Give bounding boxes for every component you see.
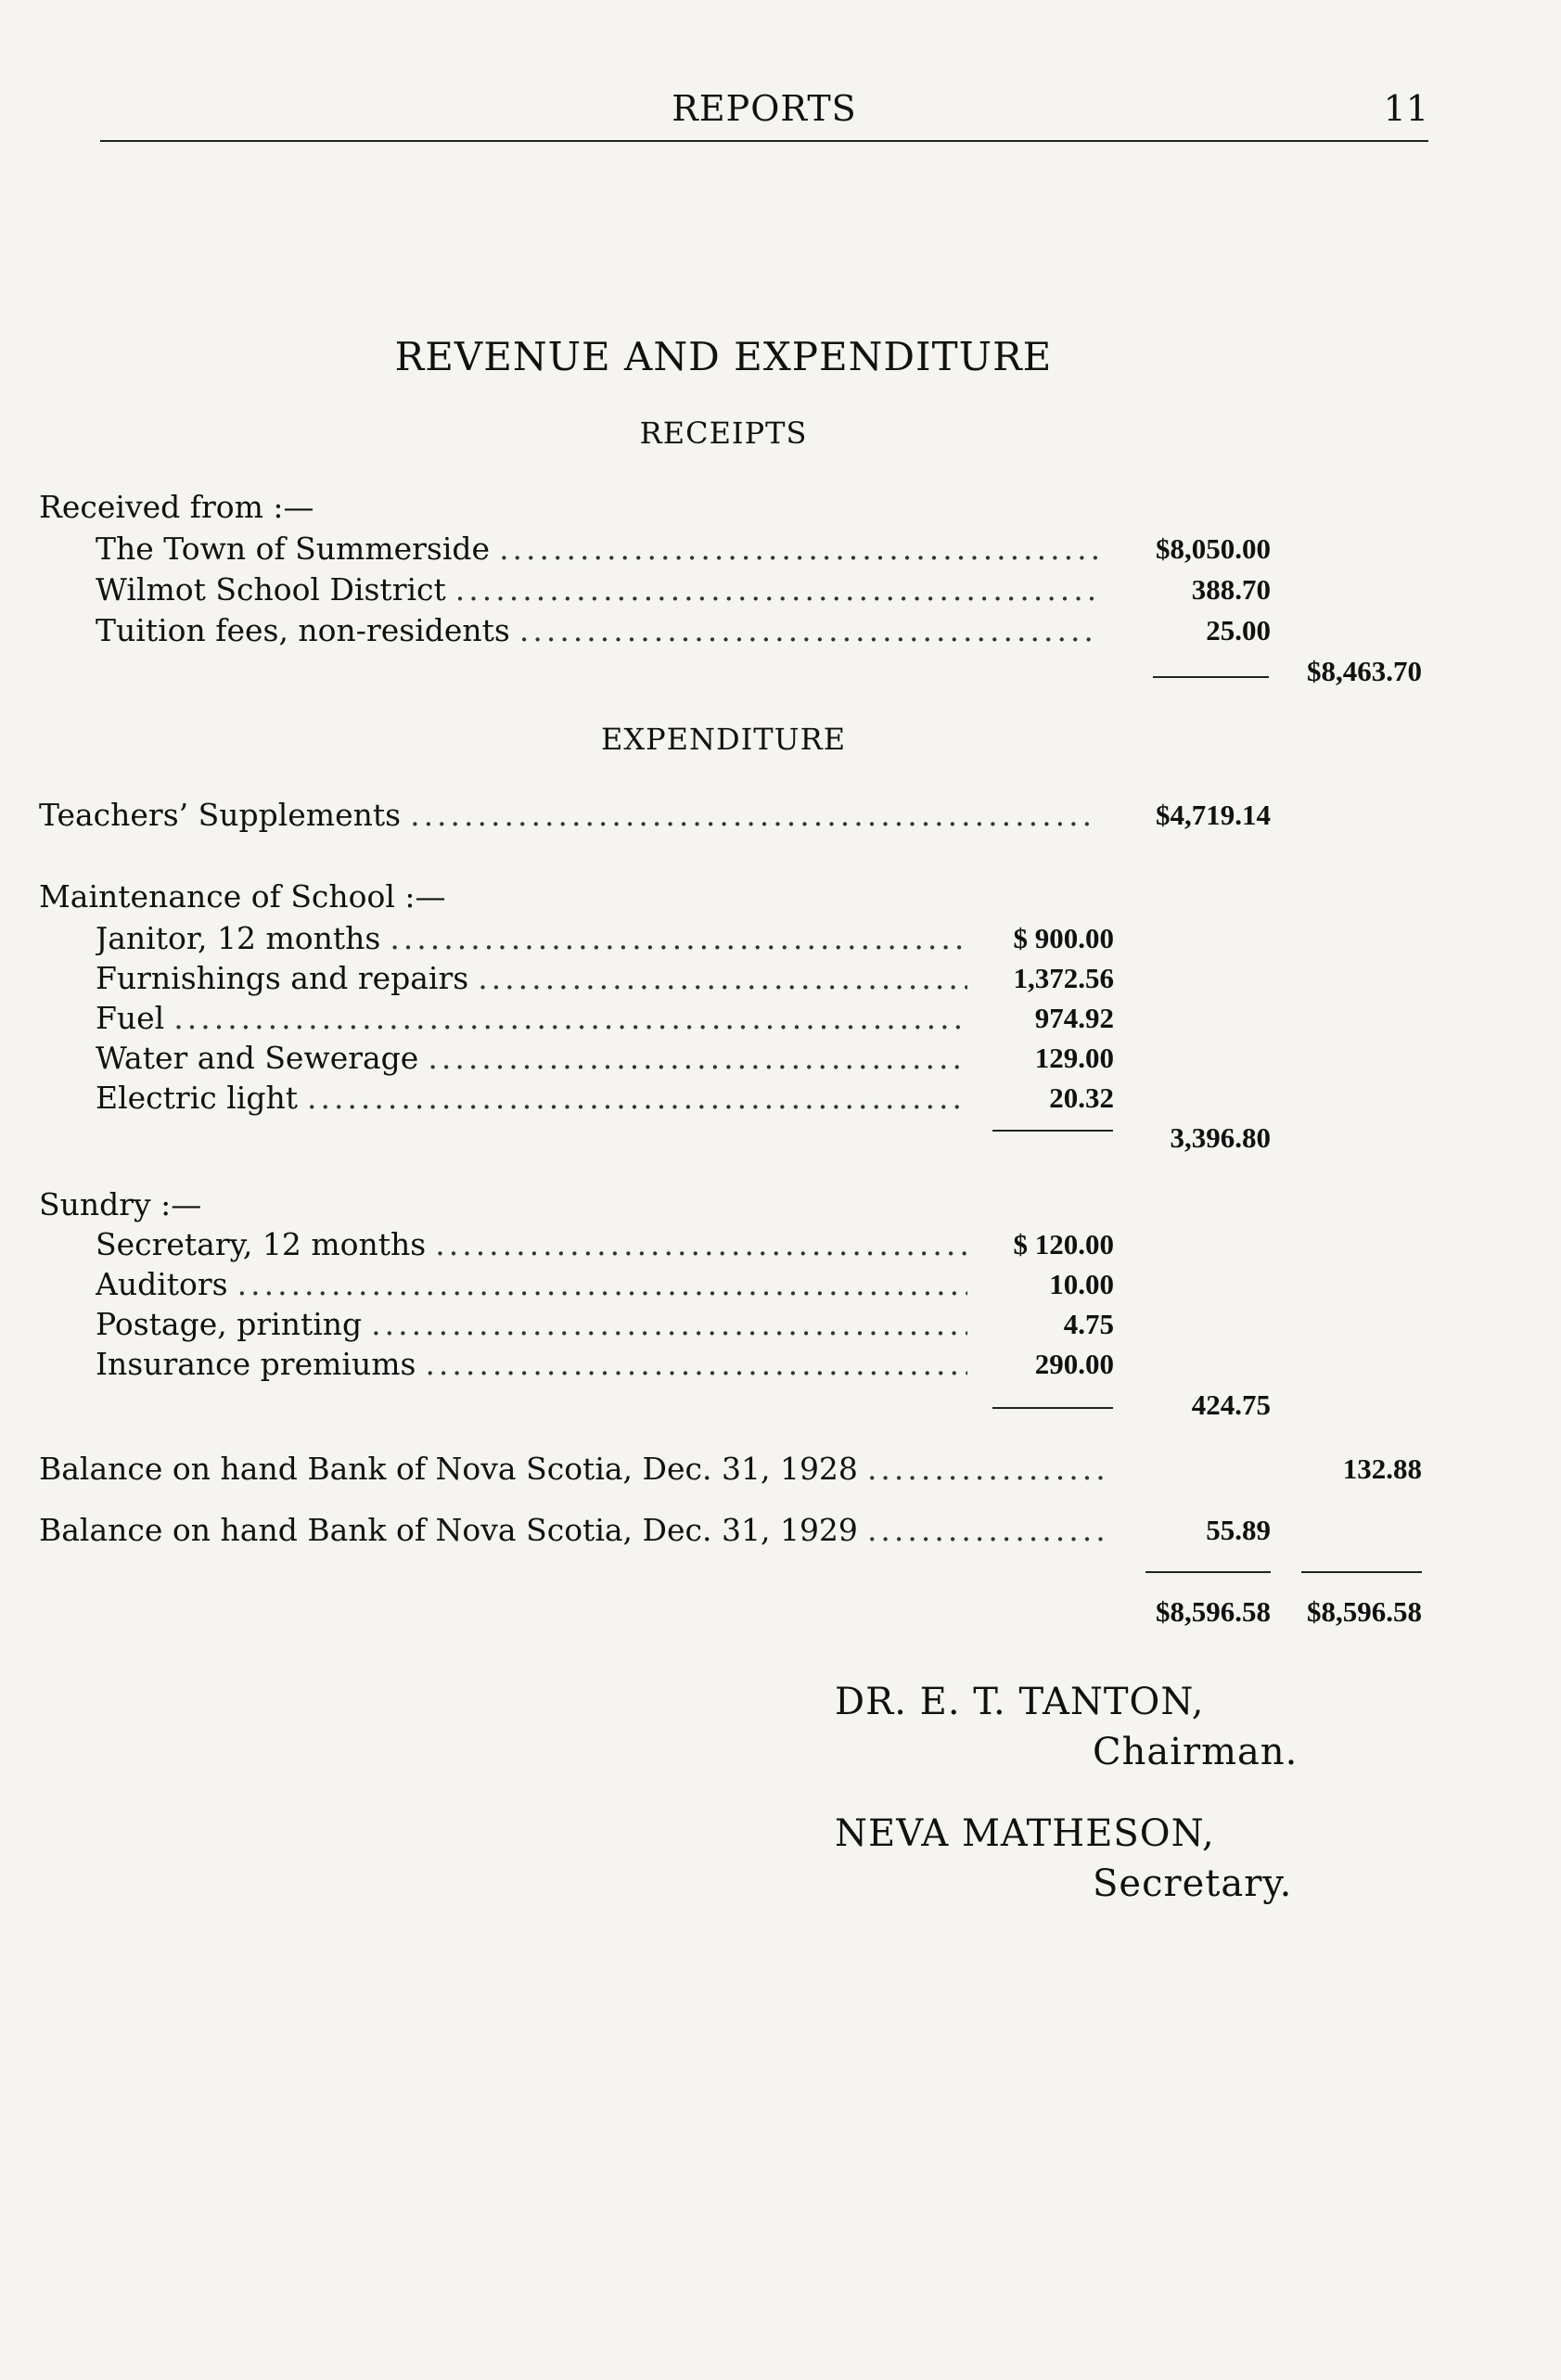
page-number: 11 [1383, 88, 1428, 129]
maintenance-row [0, 1038, 1561, 1079]
signature-name: NEVA MATHESON, [835, 1812, 1215, 1855]
sundry-label: Secretary, 12 months [96, 1226, 427, 1262]
expenditure-grand-total: $8,596.58 [1156, 1595, 1271, 1628]
maintenance-row [0, 1078, 1561, 1119]
receipt-row [0, 569, 1561, 610]
section-heading: REVENUE AND EXPENDITURE [394, 334, 1053, 379]
receipts-heading: RECEIPTS [639, 416, 808, 451]
receipt-amount: $8,050.00 [1156, 532, 1271, 565]
sundry-amount: $ 120.00 [1013, 1228, 1114, 1260]
receipts-grand-total: $8,596.58 [1307, 1595, 1422, 1628]
expenditure-label: Teachers’ Supplements [39, 797, 402, 833]
expenditure-heading: EXPENDITURE [600, 722, 847, 757]
running-title: REPORTS [672, 88, 857, 129]
running-header [100, 88, 1428, 142]
balance-label: Balance on hand Bank of Nova Scotia, Dec. 31, 1929 [39, 1512, 858, 1548]
expenditure-amount: $4,719.14 [1156, 799, 1271, 831]
sundry-amount: 4.75 [1063, 1308, 1114, 1340]
maintenance-amount: 20.32 [1049, 1081, 1114, 1114]
maintenance-amount: $ 900.00 [1013, 922, 1114, 954]
signature-role: Chairman. [1093, 1731, 1299, 1773]
maintenance-intro: Maintenance of School :— [39, 878, 446, 915]
maintenance-amount: 1,372.56 [1013, 962, 1114, 994]
maintenance-label: Fuel [96, 1000, 165, 1036]
sundry-intro: Sundry :— [39, 1186, 202, 1222]
balance-label: Balance on hand Bank of Nova Scotia, Dec. 31, 1928 [39, 1451, 858, 1487]
balance-amount: 132.88 [1342, 1452, 1422, 1485]
expenditure-row [0, 795, 1561, 836]
balance-row [0, 1510, 1561, 1551]
receipts-intro: Received from :— [39, 489, 314, 525]
receipt-label: Tuition fees, non-residents [96, 612, 510, 648]
grand-total-row [0, 1592, 1561, 1632]
receipt-label: The Town of Summerside [96, 531, 491, 567]
maintenance-row [0, 958, 1561, 999]
sundry-subtotal: 424.75 [1191, 1388, 1271, 1421]
receipt-row [0, 610, 1561, 651]
maintenance-row [0, 998, 1561, 1039]
signature-name: DR. E. T. TANTON, [835, 1681, 1205, 1723]
sundry-row [0, 1344, 1561, 1385]
sundry-row [0, 1264, 1561, 1305]
balance-amount: 55.89 [1206, 1514, 1271, 1546]
total-rule [1145, 1571, 1271, 1573]
receipts-total-row [0, 651, 1561, 692]
maintenance-subtotal: 3,396.80 [1170, 1121, 1271, 1154]
receipt-label: Wilmot School District [96, 571, 446, 608]
maintenance-label: Electric light [96, 1080, 298, 1116]
sundry-amount: 10.00 [1049, 1268, 1114, 1300]
receipts-total: $8,463.70 [1307, 655, 1422, 687]
sundry-amount: 290.00 [1034, 1348, 1114, 1380]
signature-role: Secretary. [1093, 1862, 1293, 1905]
sundry-label: Insurance premiums [96, 1346, 416, 1382]
balance-row [0, 1449, 1561, 1490]
total-rule [1301, 1571, 1422, 1573]
receipt-amount: 25.00 [1206, 614, 1271, 646]
sundry-label: Auditors [96, 1266, 228, 1302]
maintenance-amount: 974.92 [1034, 1002, 1114, 1034]
maintenance-label: Furnishings and repairs [96, 960, 469, 996]
sundry-subtotal-row [0, 1385, 1561, 1426]
maintenance-amount: 129.00 [1034, 1042, 1114, 1074]
sundry-row [0, 1224, 1561, 1265]
maintenance-subtotal-row [0, 1118, 1561, 1158]
maintenance-row [0, 918, 1561, 959]
maintenance-label: Water and Sewerage [96, 1040, 419, 1076]
maintenance-label: Janitor, 12 months [96, 920, 381, 956]
receipt-amount: 388.70 [1191, 573, 1271, 606]
receipt-row [0, 529, 1561, 569]
sundry-row [0, 1304, 1561, 1345]
sundry-label: Postage, printing [96, 1306, 363, 1342]
